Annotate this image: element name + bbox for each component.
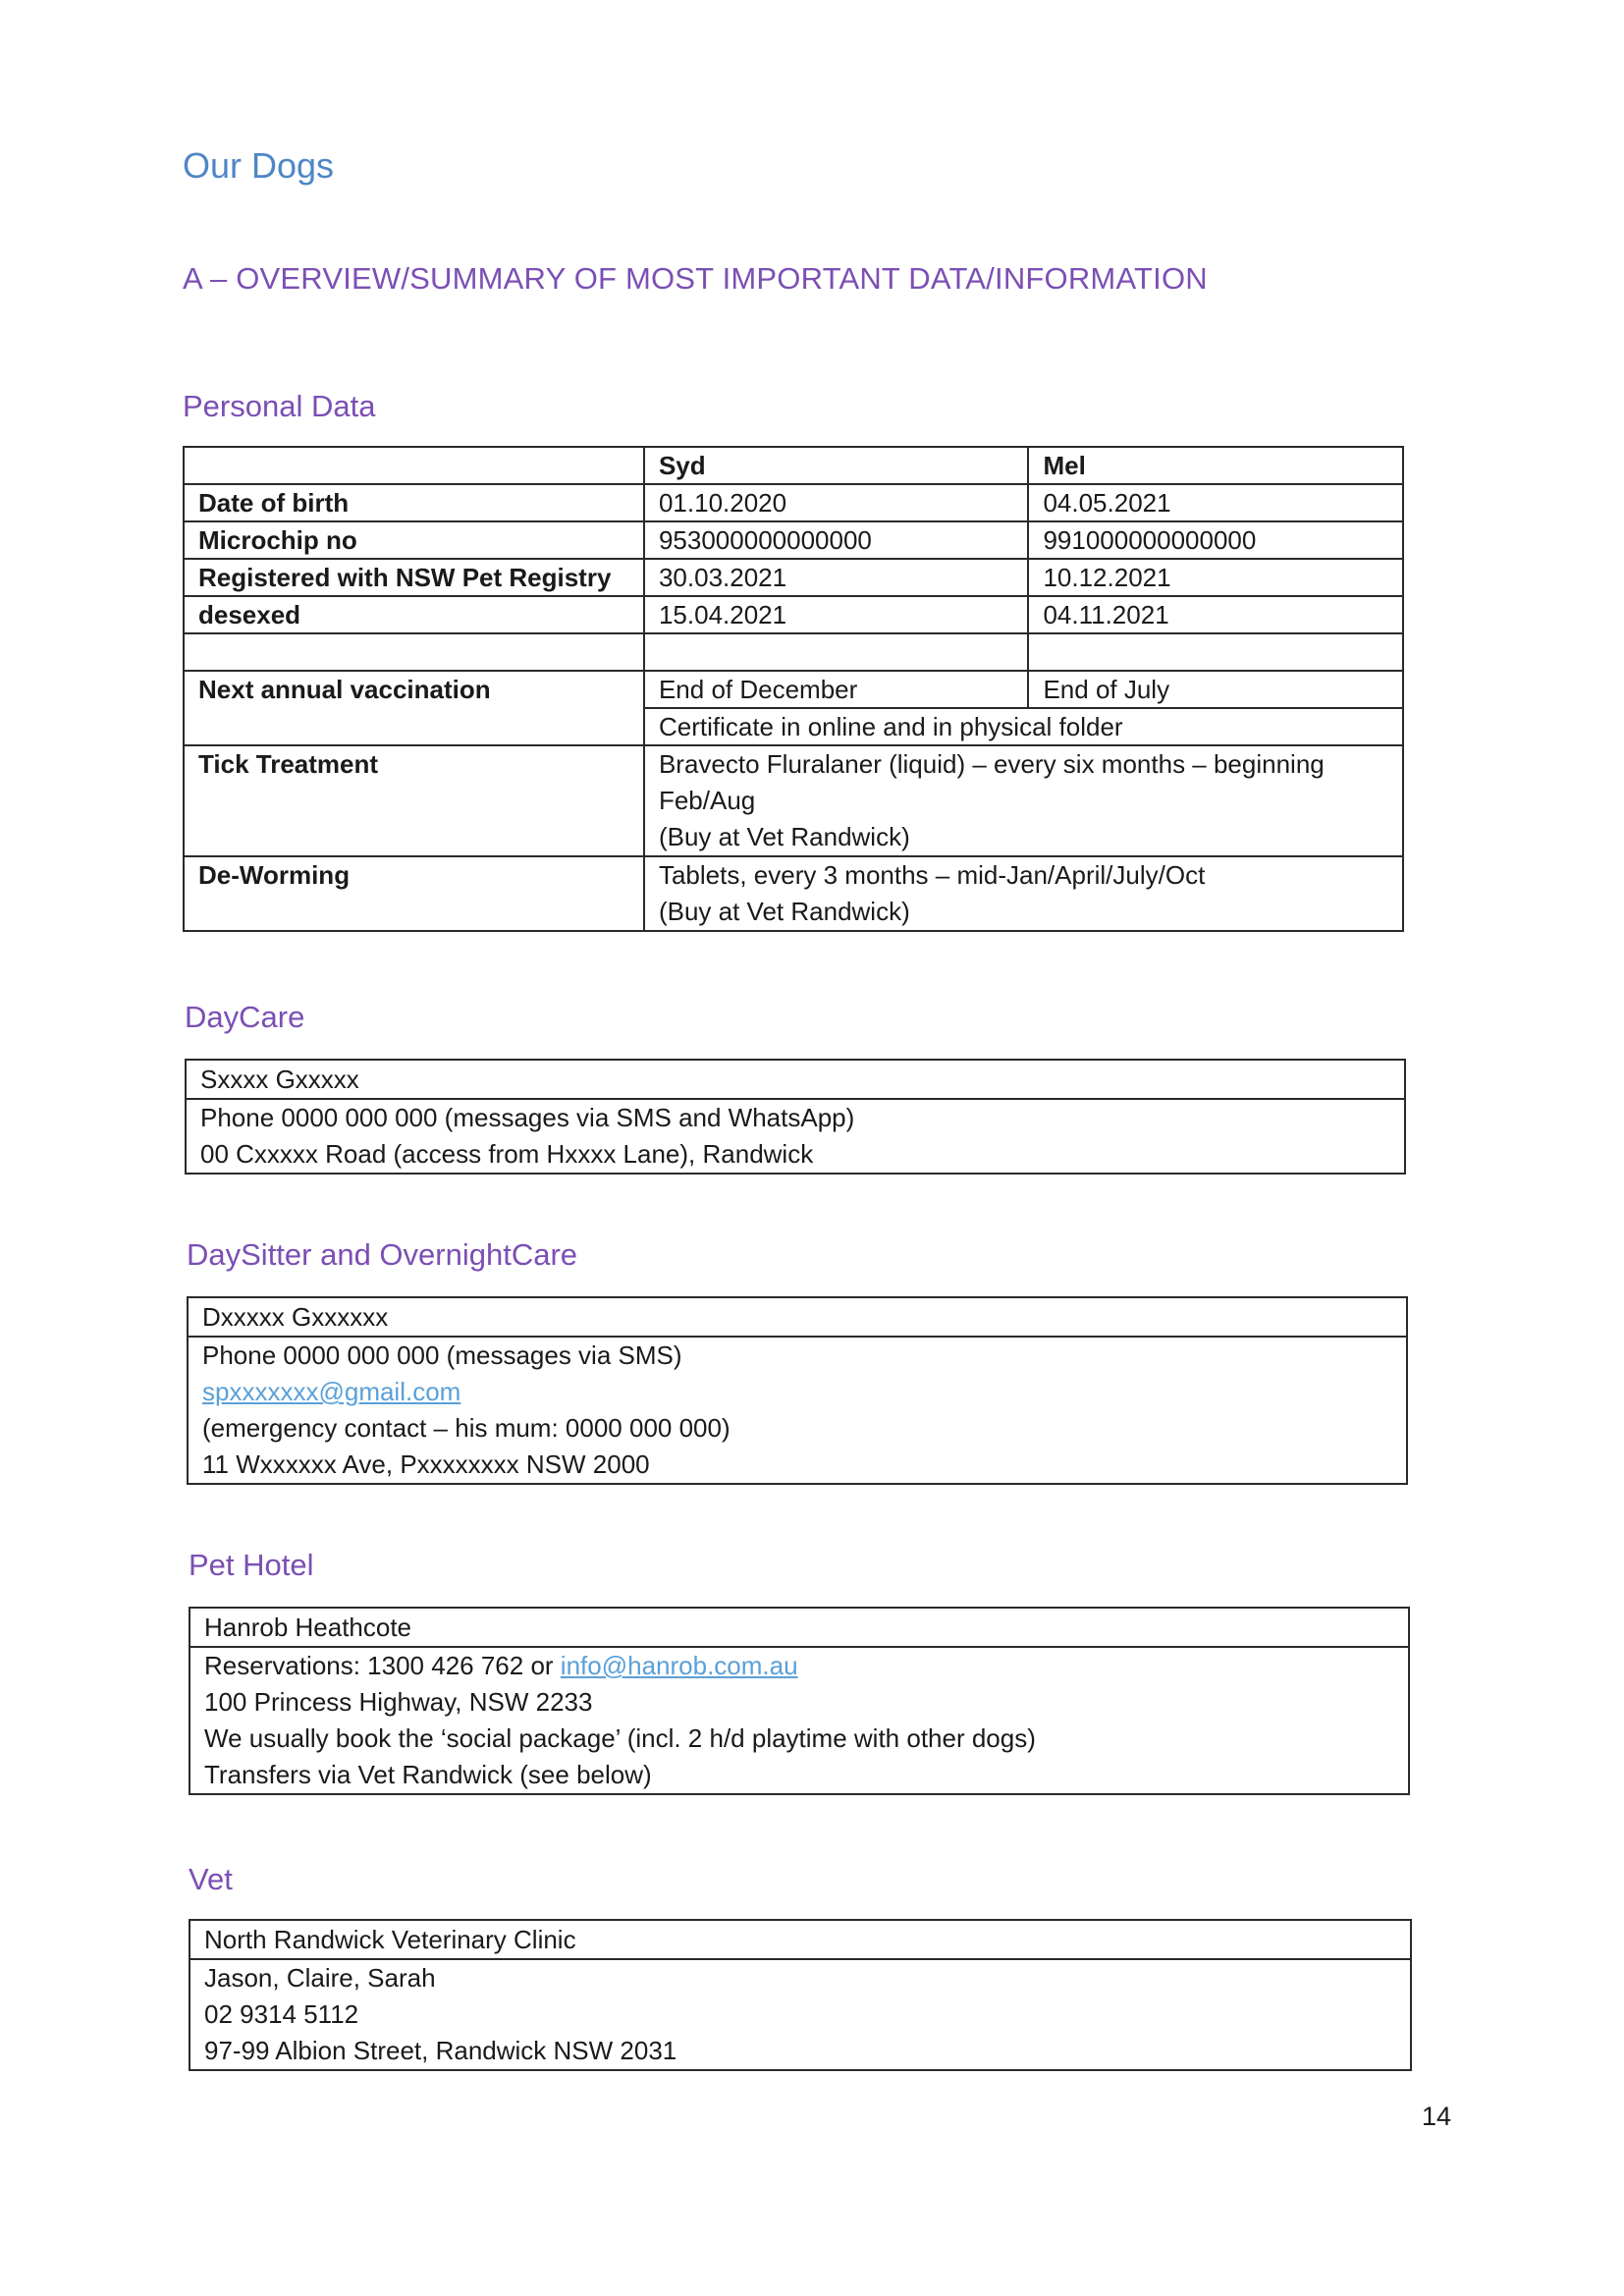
vet-address: 97-99 Albion Street, Randwick NSW 2031 bbox=[204, 2036, 677, 2065]
daycare-name: Sxxxx Gxxxxx bbox=[187, 1061, 1404, 1100]
daycare-phone: Phone 0000 000 000 (messages via SMS and WhatsApp) bbox=[200, 1103, 855, 1132]
pethotel-box bbox=[189, 1607, 1410, 1795]
table-row bbox=[184, 671, 1403, 708]
table-cell: Certificate in online and in physical folder bbox=[644, 708, 1403, 745]
row-label: Date of birth bbox=[184, 484, 644, 521]
vet-phone: 02 9314 5112 bbox=[204, 1999, 359, 2029]
column-header-syd: Syd bbox=[644, 447, 1028, 484]
table-cell bbox=[184, 633, 644, 671]
table-cell: End of July bbox=[1028, 671, 1403, 708]
table-cell: 01.10.2020 bbox=[644, 484, 1028, 521]
table-row bbox=[184, 596, 1403, 633]
page-number: 14 bbox=[1422, 2102, 1452, 2131]
table-row bbox=[184, 484, 1403, 521]
pethotel-package-note: We usually book the ‘social package’ (incl. 2 h/d playtime with other dogs) bbox=[204, 1723, 1036, 1753]
table-cell bbox=[644, 856, 1403, 931]
pethotel-reservations-text: Reservations: 1300 426 762 or bbox=[204, 1651, 561, 1680]
table-row bbox=[184, 521, 1403, 559]
pethotel-address: 100 Princess Highway, NSW 2233 bbox=[204, 1687, 593, 1717]
daysitter-emergency-contact: (emergency contact – his mum: 0000 000 000) bbox=[202, 1413, 731, 1443]
table-row bbox=[184, 559, 1403, 596]
personal-data-table bbox=[183, 446, 1404, 932]
table-cell: 30.03.2021 bbox=[644, 559, 1028, 596]
cell-line: (Buy at Vet Randwick) bbox=[658, 897, 910, 926]
daycare-box bbox=[185, 1059, 1406, 1175]
daysitter-phone: Phone 0000 000 000 (messages via SMS) bbox=[202, 1340, 682, 1370]
pethotel-reservations bbox=[204, 1648, 1394, 1684]
table-row bbox=[184, 447, 1403, 484]
table-row-empty bbox=[184, 633, 1403, 671]
table-cell bbox=[1028, 633, 1403, 671]
daysitter-title: DaySitter and OvernightCare bbox=[187, 1237, 578, 1272]
vet-name: North Randwick Veterinary Clinic bbox=[190, 1921, 1410, 1960]
row-label: Next annual vaccination bbox=[184, 671, 644, 745]
personal-data-title: Personal Data bbox=[183, 389, 376, 423]
cell-line: (Buy at Vet Randwick) bbox=[658, 822, 910, 851]
vet-title: Vet bbox=[189, 1862, 233, 1896]
table-cell: 953000000000000 bbox=[644, 521, 1028, 559]
table-cell: 991000000000000 bbox=[1028, 521, 1403, 559]
cell-line: Bravecto Fluralaner (liquid) – every six months – beginning bbox=[658, 749, 1325, 779]
table-cell bbox=[184, 447, 644, 484]
cell-line: Feb/Aug bbox=[658, 786, 756, 815]
row-label: Tick Treatment bbox=[184, 745, 644, 856]
table-cell bbox=[644, 633, 1028, 671]
daysitter-name: Dxxxxx Gxxxxxx bbox=[189, 1298, 1406, 1338]
vet-box bbox=[189, 1919, 1412, 2071]
section-heading: A – OVERVIEW/SUMMARY OF MOST IMPORTANT DATA/INFORMATION bbox=[183, 261, 1208, 296]
table-cell bbox=[644, 745, 1403, 856]
table-cell: 04.11.2021 bbox=[1028, 596, 1403, 633]
daycare-address: 00 Cxxxxx Road (access from Hxxxx Lane), Randwick bbox=[200, 1139, 814, 1169]
daycare-title: DayCare bbox=[185, 1000, 305, 1034]
daysitter-box bbox=[187, 1296, 1408, 1485]
row-label: Registered with NSW Pet Registry bbox=[184, 559, 644, 596]
table-cell: 15.04.2021 bbox=[644, 596, 1028, 633]
cell-line: Tablets, every 3 months – mid-Jan/April/July/Oct bbox=[658, 860, 1206, 890]
daysitter-email-link[interactable]: spxxxxxxx@gmail.com bbox=[202, 1377, 461, 1406]
column-header-mel: Mel bbox=[1028, 447, 1403, 484]
vet-staff: Jason, Claire, Sarah bbox=[204, 1963, 436, 1993]
pethotel-email-link[interactable]: info@hanrob.com.au bbox=[560, 1651, 798, 1680]
table-row bbox=[184, 745, 1403, 856]
pethotel-transfer-note: Transfers via Vet Randwick (see below) bbox=[204, 1760, 652, 1789]
pethotel-name: Hanrob Heathcote bbox=[190, 1609, 1408, 1648]
row-label: Microchip no bbox=[184, 521, 644, 559]
pethotel-title: Pet Hotel bbox=[189, 1548, 314, 1582]
row-label: De-Worming bbox=[184, 856, 644, 931]
daysitter-address: 11 Wxxxxxx Ave, Pxxxxxxxx NSW 2000 bbox=[202, 1449, 650, 1479]
table-cell: End of December bbox=[644, 671, 1028, 708]
table-cell: 04.05.2021 bbox=[1028, 484, 1403, 521]
page-heading: Our Dogs bbox=[183, 145, 335, 186]
row-label: desexed bbox=[184, 596, 644, 633]
table-row bbox=[184, 856, 1403, 931]
table-cell: 10.12.2021 bbox=[1028, 559, 1403, 596]
